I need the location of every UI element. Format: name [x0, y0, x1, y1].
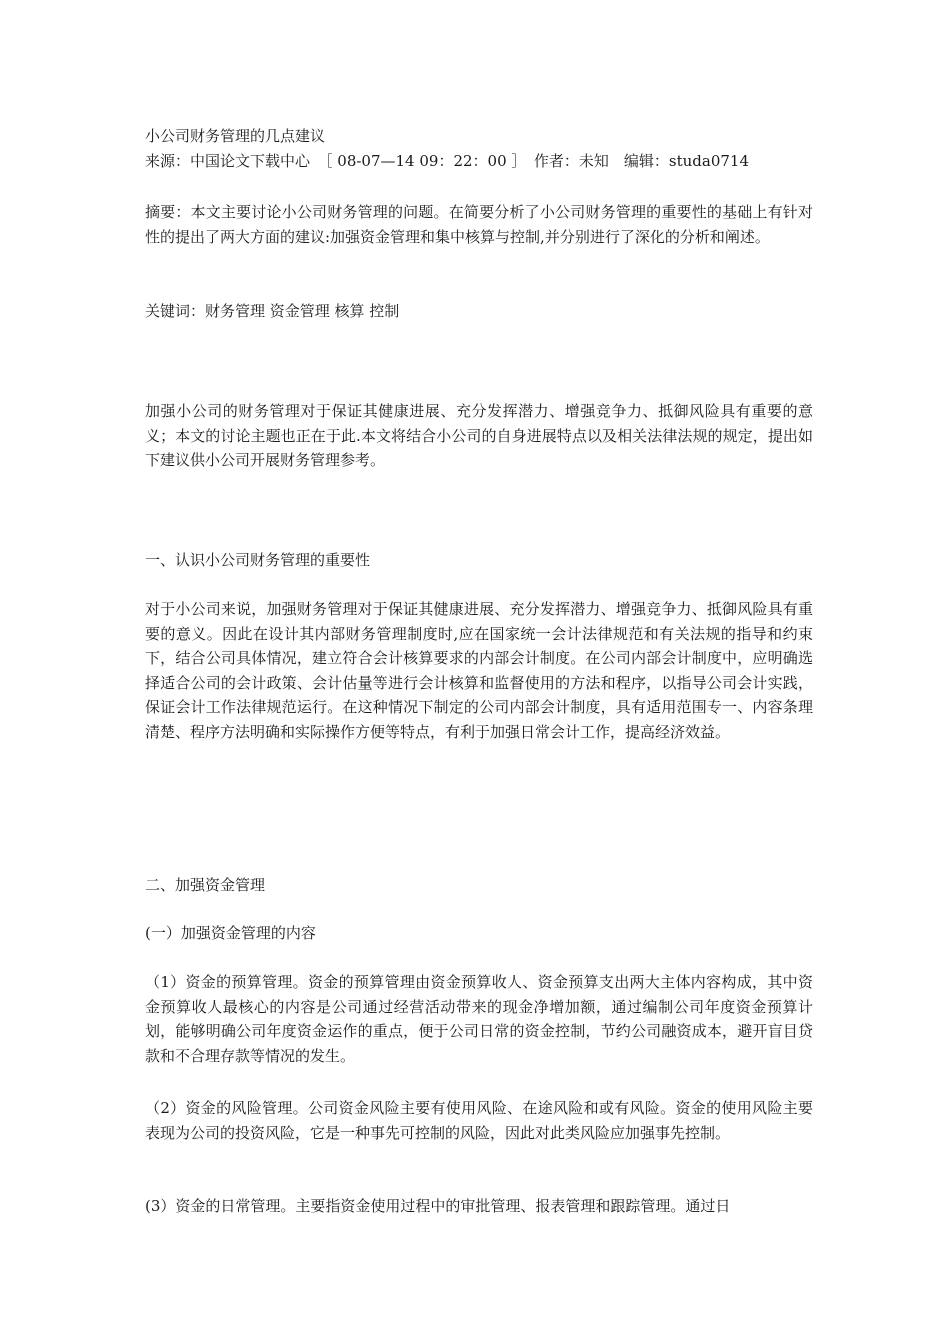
section2-heading: 二、加强资金管理: [145, 876, 266, 894]
article-title: 小公司财务管理的几点建议: [145, 127, 326, 145]
item2-paragraph: （2）资金的风险管理。公司资金风险主要有使用风险、在途风险和或有风险。资金的使用风险主要表现为公司的投资风险，它是一种事先可控制的风险，因此对此类风险应加强事先控制。: [145, 1099, 813, 1142]
item1-paragraph: （1）资金的预算管理。资金的预算管理由资金预算收人、资金预算支出两大主体内容构成，其中资金预算收人最核心的内容是公司通过经营活动带来的现金净增加额，通过编制公司年度资金预算计划，能够明确公司年度资金运作的重点，便于公司日常的资金控制，节约公司融资成本，避开盲目贷款和不合理存款等情况的发生。: [145, 973, 813, 1065]
abstract-paragraph: 摘要：本文主要讨论小公司财务管理的问题。在简要分析了小公司财务管理的重要性的基础上有针对性的提出了两大方面的建议:加强资金管理和集中核算与控制,并分别进行了深化的分析和阐述。: [145, 203, 813, 246]
keywords-line: 关键词：财务管理 资金管理 核算 控制: [145, 302, 400, 320]
article-meta: 来源：中国论文下载中心 ［ 08-07—14 09：22：00 ］ 作者：未知 编辑：studa0714: [145, 152, 750, 170]
item3-paragraph: (3）资金的日常管理。主要指资金使用过程中的审批管理、报表管理和跟踪管理。通过日: [145, 1197, 731, 1215]
intro-paragraph: 加强小公司的财务管理对于保证其健康进展、充分发挥潜力、增强竞争力、抵御风险具有重要的意义；本文的讨论主题也正在于此.本文将结合小公司的自身进展特点以及相关法律法规的规定，提出如下建议供小公司开展财务管理参考。: [145, 402, 813, 469]
section1-heading: 一、认识小公司财务管理的重要性: [145, 551, 371, 569]
section1-paragraph: 对于小公司来说，加强财务管理对于保证其健康进展、充分发挥潜力、增强竞争力、抵御风险具有重要的意义。因此在设计其内部财务管理制度时,应在国家统一会计法律规范和有关法规的指导和约束下，结合公司具体情况，建立符合会计核算要求的内部会计制度。在公司内部会计制度中，应明确选择适合公司的会计政策、会计估量等进行会计核算和监督使用的方法和程序，以指导公司会计实践，保证会计工作法律规范运行。在这种情况下制定的公司内部会计制度，具有适用范围专一、内容条理清楚、程序方法明确和实际操作方便等特点，有利于加强日常会计工作，提高经济效益。: [145, 600, 813, 741]
section2-subheading: (一）加强资金管理的内容: [145, 924, 316, 942]
